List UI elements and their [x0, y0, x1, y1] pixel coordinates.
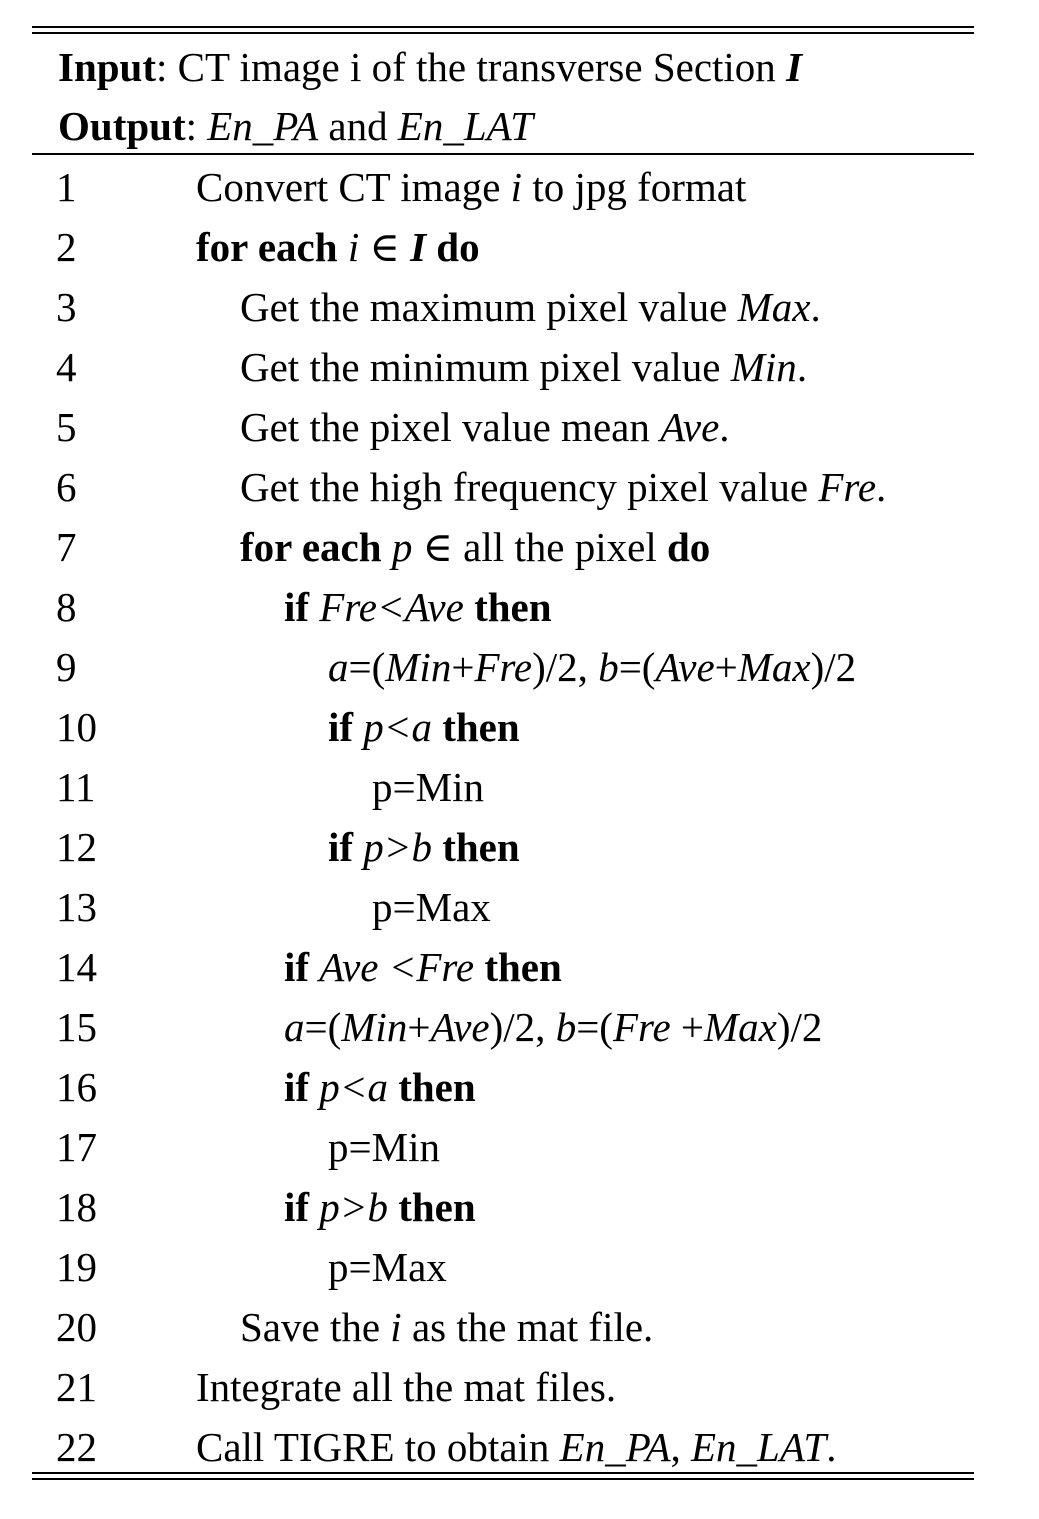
algorithm-line — [0, 517, 1039, 577]
line-code — [328, 697, 520, 757]
code-token: )/2 — [776, 1004, 823, 1050]
code-token: Save the — [240, 1304, 391, 1350]
code-token: then — [387, 1064, 476, 1110]
line-code — [328, 637, 856, 697]
code-token: if — [328, 704, 364, 750]
code-token: . — [826, 1424, 837, 1470]
algorithm-line — [0, 1357, 1039, 1417]
code-token: p>b — [363, 824, 432, 870]
code-token: Max — [704, 1004, 777, 1050]
algorithm-line — [0, 157, 1039, 217]
line-number: 8 — [56, 584, 77, 630]
bottom-rule-1 — [32, 1472, 974, 1474]
line-code — [240, 457, 886, 517]
algorithm-line — [0, 1417, 1039, 1477]
output-line — [58, 101, 533, 151]
code-token: Min — [730, 344, 797, 390]
code-token: p=Min — [328, 1124, 440, 1170]
code-token: Min — [341, 1004, 408, 1050]
code-token: Output — [58, 103, 186, 149]
algorithm-line — [0, 697, 1039, 757]
code-token: then — [431, 824, 520, 870]
code-token: then — [474, 944, 562, 990]
code-token: i — [390, 1304, 402, 1350]
line-number: 19 — [56, 1244, 97, 1290]
code-token: Max — [737, 644, 811, 690]
algorithm-line — [0, 457, 1039, 517]
code-token: ∈ all the pixel — [412, 524, 667, 570]
code-token: Get the minimum pixel value — [240, 344, 731, 390]
code-token: Fre<Ave — [319, 584, 464, 630]
line-number: 10 — [56, 704, 97, 750]
code-token: En_LAT — [691, 1424, 827, 1470]
code-token: p — [391, 524, 413, 570]
line-number: 9 — [56, 644, 77, 690]
line-number: 13 — [56, 884, 97, 930]
code-token: i — [510, 164, 523, 210]
code-token: a — [328, 644, 349, 690]
code-token: Call TIGRE to obtain — [196, 1424, 560, 1470]
line-code — [240, 337, 807, 397]
line-number: 12 — [56, 824, 97, 870]
line-number: 6 — [56, 464, 77, 510]
line-number: 2 — [56, 224, 77, 270]
code-token: Get the high frequency pixel value — [240, 464, 819, 510]
code-token: Get the maximum pixel value — [240, 284, 738, 330]
code-token: then — [463, 584, 552, 630]
code-token: i — [347, 224, 360, 270]
line-code — [284, 937, 562, 997]
code-token: : — [185, 103, 208, 149]
line-number: 1 — [56, 164, 77, 210]
code-token: I — [786, 44, 803, 90]
code-token: b — [555, 1004, 577, 1050]
code-token: =( — [618, 644, 656, 690]
code-token: + — [670, 1004, 705, 1050]
code-token: for each — [196, 224, 348, 270]
code-token: for each — [240, 524, 392, 570]
line-number: 17 — [56, 1124, 97, 1170]
algorithm-line — [0, 577, 1039, 637]
line-code — [328, 1237, 447, 1297]
code-token: . — [796, 344, 808, 390]
code-token: a — [284, 1004, 305, 1050]
code-token: : CT image i of the transverse Section — [156, 44, 787, 90]
algorithm-line — [0, 277, 1039, 337]
code-token: =( — [304, 1004, 342, 1050]
code-token: )/2 — [810, 644, 857, 690]
code-token: + — [407, 1004, 431, 1050]
line-code — [196, 157, 746, 217]
code-token: ∈ — [359, 224, 411, 270]
code-token: p=Min — [372, 764, 484, 810]
line-code — [284, 577, 552, 637]
line-code — [328, 1117, 440, 1177]
code-token: )/2, — [489, 1004, 556, 1050]
code-token: p=Max — [372, 884, 491, 930]
algorithm-line — [0, 217, 1039, 277]
algorithm-line — [0, 817, 1039, 877]
line-code — [240, 1297, 653, 1357]
code-token: Ave — [660, 404, 720, 450]
line-number: 21 — [56, 1364, 97, 1410]
code-token: Fre — [818, 464, 877, 510]
code-token: En_LAT — [397, 103, 533, 149]
line-number: 11 — [56, 764, 96, 810]
code-token: p>b — [319, 1184, 388, 1230]
line-code — [196, 1417, 836, 1477]
line-number: 16 — [56, 1064, 97, 1110]
code-token: Ave — [430, 1004, 490, 1050]
line-code — [240, 277, 821, 337]
line-code — [372, 877, 491, 937]
code-token: do — [666, 524, 711, 570]
code-token: , — [670, 1424, 692, 1470]
code-token: if — [284, 1184, 320, 1230]
line-code — [240, 517, 710, 577]
top-rule-2 — [32, 32, 974, 34]
line-code — [328, 817, 520, 877]
code-token: Convert CT image — [196, 164, 511, 210]
code-token: Input — [58, 44, 157, 90]
code-token: if — [284, 944, 320, 990]
code-token: En_PA — [559, 1424, 671, 1470]
code-token: + — [714, 644, 738, 690]
line-number: 20 — [56, 1304, 97, 1350]
line-number: 18 — [56, 1184, 97, 1230]
code-token: to jpg format — [522, 164, 747, 210]
code-token: p<a — [319, 1064, 388, 1110]
line-code — [240, 397, 730, 457]
algorithm-line — [0, 997, 1039, 1057]
code-token: Get the pixel value mean — [240, 404, 661, 450]
code-token: do — [426, 224, 480, 270]
algorithm-line — [0, 1177, 1039, 1237]
code-token: then — [431, 704, 520, 750]
line-number: 15 — [56, 1004, 97, 1050]
code-token: then — [387, 1184, 476, 1230]
line-code — [284, 1057, 476, 1117]
code-token: . — [876, 464, 887, 510]
algorithm-line — [0, 757, 1039, 817]
input-line — [58, 42, 802, 92]
code-token: Ave <Fre — [319, 944, 475, 990]
algorithm-line — [0, 637, 1039, 697]
code-token: )/2, — [532, 644, 599, 690]
algorithm-line — [0, 937, 1039, 997]
code-token: . — [810, 284, 821, 330]
top-rule-1 — [32, 26, 974, 28]
code-token: Max — [737, 284, 811, 330]
code-token: + — [451, 644, 475, 690]
algorithm-line — [0, 1237, 1039, 1297]
code-token: if — [284, 584, 320, 630]
line-number: 3 — [56, 284, 77, 330]
code-token: as the mat file. — [401, 1304, 654, 1350]
code-token: =( — [576, 1004, 613, 1050]
algorithm-line — [0, 1057, 1039, 1117]
line-code — [196, 217, 480, 277]
line-code — [284, 997, 822, 1057]
code-token: En_PA — [207, 103, 319, 149]
line-number: 22 — [56, 1424, 97, 1470]
code-token: p<a — [363, 704, 432, 750]
code-token: Fre — [474, 644, 533, 690]
code-token: Ave — [655, 644, 715, 690]
line-number: 7 — [56, 524, 77, 570]
algorithm-line — [0, 1297, 1039, 1357]
line-code — [284, 1177, 476, 1237]
code-token: Integrate all the mat files. — [196, 1364, 617, 1410]
algorithm-line — [0, 337, 1039, 397]
code-token: Min — [385, 644, 452, 690]
code-token: if — [328, 824, 364, 870]
line-code — [372, 757, 484, 817]
algorithm-line — [0, 877, 1039, 937]
code-token: =( — [348, 644, 386, 690]
code-token: b — [598, 644, 619, 690]
code-token: . — [719, 404, 730, 450]
line-number: 14 — [56, 944, 97, 990]
code-token: and — [318, 103, 398, 149]
algorithm-line — [0, 1117, 1039, 1177]
code-token: I — [410, 224, 427, 270]
algorithm-line — [0, 397, 1039, 457]
line-number: 5 — [56, 404, 77, 450]
code-token: Fre — [612, 1004, 671, 1050]
line-number: 4 — [56, 344, 77, 390]
code-token: p=Max — [328, 1244, 447, 1290]
line-code — [196, 1357, 616, 1417]
header-rule — [32, 153, 974, 155]
bottom-rule-2 — [32, 1478, 974, 1480]
code-token: if — [284, 1064, 320, 1110]
